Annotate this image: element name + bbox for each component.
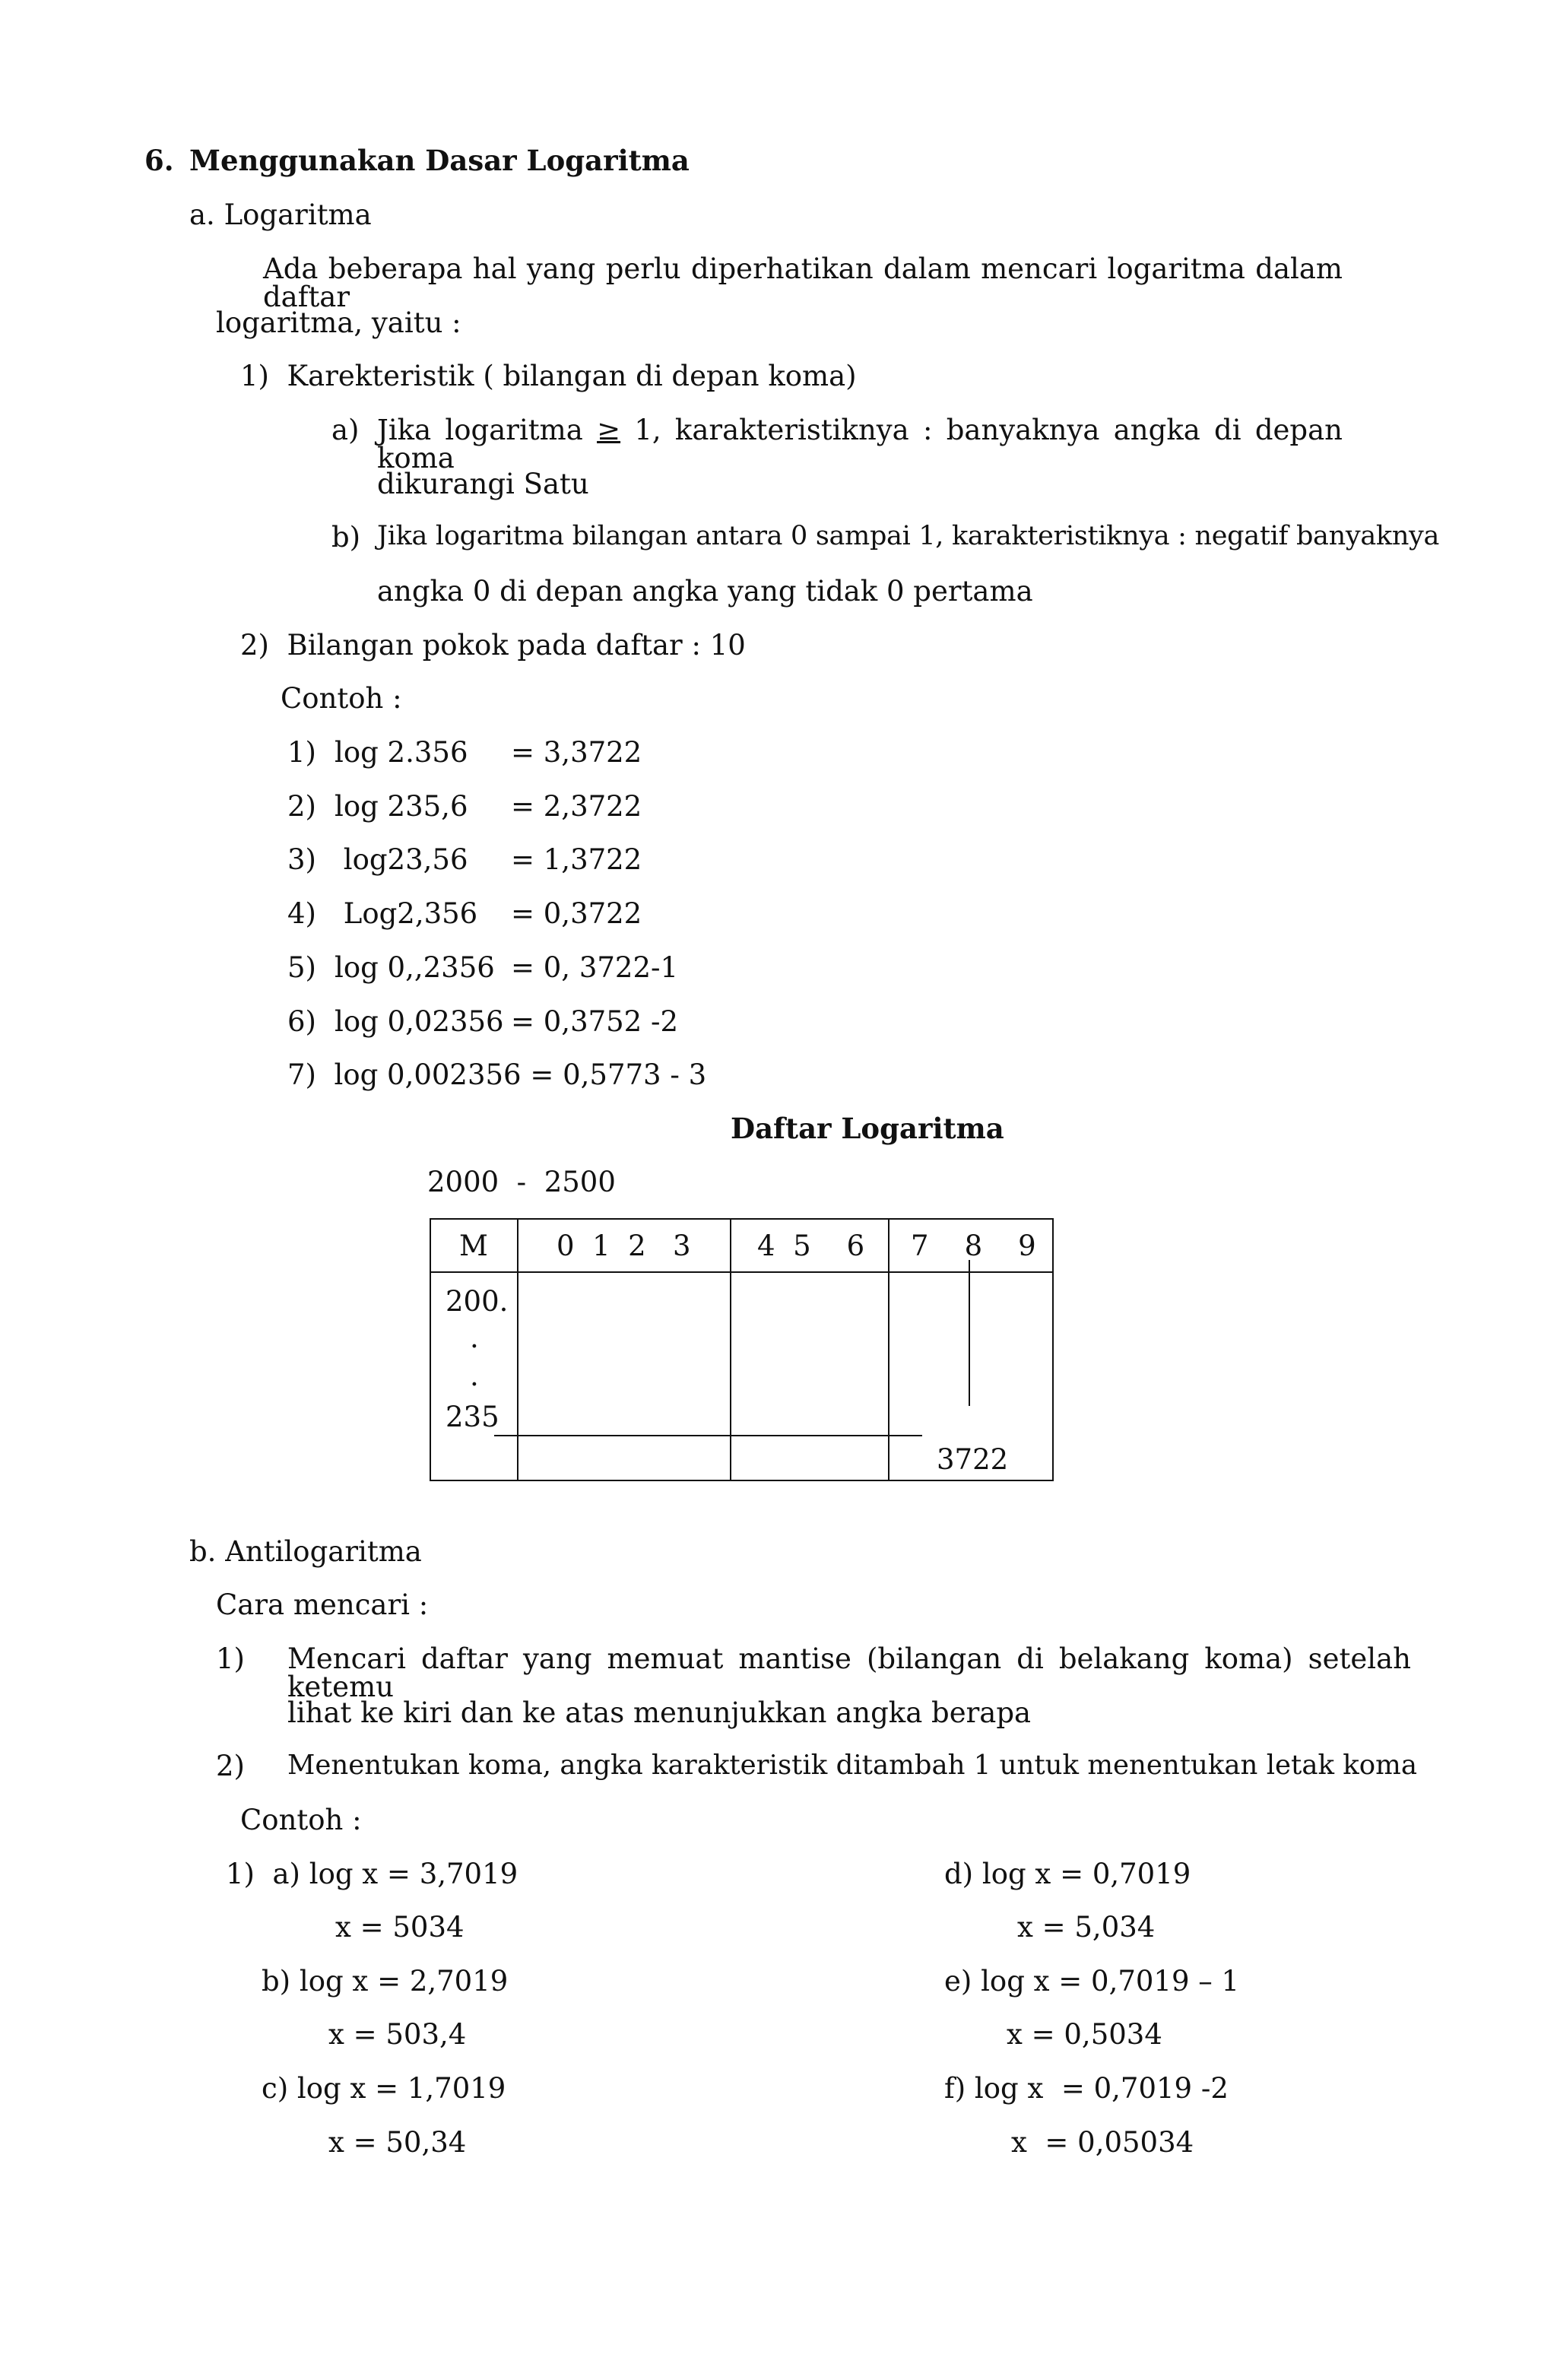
header-0123: 0 1 2 3 [557, 1230, 691, 1262]
example-num: 4) [287, 897, 316, 930]
row-label: 235 [446, 1401, 499, 1433]
item-1a-label: a) [331, 414, 360, 446]
contoh-label: Contoh : [281, 682, 402, 715]
row-label: 200. [446, 1285, 509, 1318]
antilog-eq: e) log x = 0,7019 – 1 [944, 1965, 1240, 1998]
item-1b-label: b) [331, 521, 361, 554]
example-result: = 0,3752 -2 [511, 1005, 679, 1038]
antilog-ans: x = 5,034 [1017, 1911, 1156, 1944]
item-1a-line-2: dikurangi Satu [377, 468, 589, 500]
step-1-line-1: Mencari daftar yang memuat mantise (bilangan di belakang koma) setelah ketemu [287, 1642, 1411, 1703]
antilog-eq: b) log x = 2,7019 [262, 1965, 509, 1998]
ge-symbol: ≥ [597, 414, 621, 446]
cara-label: Cara mencari : [216, 1588, 429, 1621]
example-result: = 0,3722 [511, 897, 642, 930]
step-1-line-2: lihat ke kiri dan ke atas menunjukkan angka berapa [287, 1696, 1032, 1729]
part-a-title: a. Logaritma [189, 198, 372, 231]
example-result: = 1,3722 [511, 843, 642, 876]
example-num: 3) [287, 843, 316, 876]
antilog-ans: x = 50,34 [328, 2126, 467, 2159]
antilog-eq: f) log x = 0,7019 -2 [944, 2072, 1229, 2105]
antilog-ans: x = 0,05034 [1011, 2126, 1194, 2159]
logarithm-table [429, 1217, 1054, 1482]
example-expr: log 0,,2356 [335, 951, 495, 984]
step-1-num: 1) [216, 1642, 245, 1675]
section-heading: Menggunakan Dasar Logaritma [189, 144, 690, 177]
step-2-num: 2) [216, 1750, 245, 1782]
example-result: = 0, 3722-1 [511, 951, 679, 984]
example-expr: log23,56 [335, 843, 468, 876]
example-num: 1) [287, 736, 316, 769]
antilog-eq: d) log x = 0,7019 [944, 1858, 1191, 1890]
antilog-eq: 1) a) log x = 3,7019 [226, 1858, 518, 1890]
antilog-ans: x = 0,5034 [1007, 2018, 1162, 2051]
item-1: 1) Karekteristik ( bilangan di depan koma) [240, 360, 857, 392]
table-value: 3722 [937, 1443, 1009, 1476]
step-2-line-1: Menentukan koma, angka karakteristik ditambah 1 untuk menentukan letak koma [287, 1750, 1417, 1781]
example-result: = 3,3722 [511, 736, 642, 769]
item-1a-line-1: Jika logaritma ≥ 1, karakteristiknya : banyaknya angka di depan koma [377, 414, 1343, 474]
example-expr: log 235,6 [335, 790, 468, 823]
example-num: 6) [287, 1005, 316, 1038]
antilog-ans: x = 503,4 [328, 2018, 467, 2051]
header-456: 4 5 6 [757, 1230, 865, 1262]
example-expr: log 2.356 [335, 736, 468, 769]
contoh-b-label: Contoh : [240, 1804, 362, 1836]
example-expr: Log2,356 [335, 897, 478, 930]
example-result: = 2,3722 [511, 790, 642, 823]
row-label: . [470, 1360, 479, 1392]
example-expr: log 0,02356 [335, 1005, 504, 1038]
row-label: . [470, 1322, 479, 1354]
intro-line-2: logaritma, yaitu : [216, 306, 461, 339]
header-m: M [459, 1230, 488, 1262]
item-1b-line-2: angka 0 di depan angka yang tidak 0 pertama [377, 575, 1033, 608]
intro-line-1: Ada beberapa hal yang perlu diperhatikan dalam mencari logaritma dalam daftar [263, 252, 1343, 313]
item-2: 2) Bilangan pokok pada daftar : 10 [240, 629, 746, 662]
example-num: 5) [287, 951, 316, 984]
antilog-ans: x = 5034 [335, 1911, 465, 1944]
header-789: 7 8 9 [911, 1230, 1036, 1262]
antilog-eq: c) log x = 1,7019 [262, 2072, 506, 2105]
part-b-title: b. Antilogaritma [189, 1535, 422, 1568]
table-range: 2000 - 2500 [427, 1166, 616, 1198]
example-7: 7) log 0,002356 = 0,5773 - 3 [287, 1058, 707, 1091]
item-1b-line-1: Jika logaritma bilangan antara 0 sampai 1, karakteristiknya : negatif banyaknya [377, 521, 1440, 551]
table-title: Daftar Logaritma [731, 1112, 1004, 1145]
section-number: 6. [144, 144, 174, 177]
example-num: 2) [287, 790, 316, 823]
